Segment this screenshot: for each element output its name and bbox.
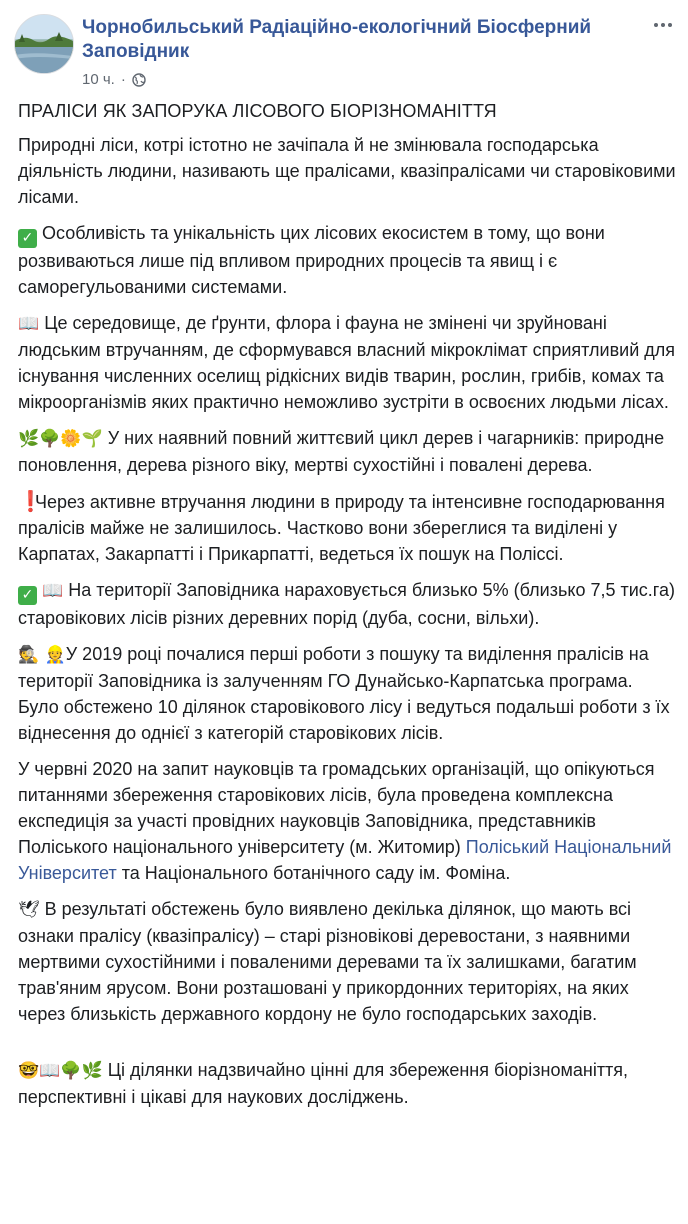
paragraph-territory: ✓ 📖 На території Заповідника нараховується близько 5% (близько 7,5 тис.га) старовікових лісів різних деревних порід (дуба, сосни, вільхи). [18,580,675,628]
page-avatar[interactable] [14,14,74,74]
post-timestamp[interactable]: 10 ч. [82,71,115,88]
paragraph-results: 🕊 В результаті обстежень було виявлено декілька ділянок, що мають всі ознаки пралісу (квазіпралісу) – старі різновікові деревостани, з наявними мертвими сухостійними і поваленими деревами та їх залишками, багатим трав'яним ярусом. Вони розташовані у прикордонних територіях, на яких через близькість державного кордону не було господарських заходів. [18,899,637,1024]
avatar-landscape-image [15,15,73,73]
post-body [18,98,678,1120]
post-title: ПРАЛІСИ ЯК ЗАПОРУКА ЛІСОВОГО БІОРІЗНОМАНІТТЯ [18,101,497,121]
post-header [0,0,688,100]
check-mark-icon: ✓ [18,229,37,248]
dove-icon: 🕊 [18,900,40,920]
post-meta [82,70,146,90]
detective-worker-icon: 🕵 👷 [18,645,66,665]
paragraph-uniqueness: ✓ Особливість та унікальність цих лісових екосистем в тому, що вони розвиваються лише під впливом природних процесів та явищ і є саморегульованими системами. [18,223,605,297]
plants-icon: 🌿🌳🌼🌱 [18,429,103,449]
check-mark-icon: ✓ [18,586,37,605]
paragraph-2020-expedition: У червні 2020 на запит науковців та громадських організацій, що опікуються питаннями збереження старовікових лісів, була проведена комплексна експедиція за участі провідних науковців Заповідника, представників Поліського національного університету (м. Житомир) Поліський Національний Університет та Національного ботанічного саду ім. Фоміна. [18,759,672,883]
meta-separator: · [120,71,126,88]
paragraph-intro: Природні ліси, котрі істотно не зачіпала й не змінювала господарська діяльність людини, називають ще пралісами, квазіпралісами чи старовіковими лісами. [18,135,676,207]
paragraph-environment: 📖 Це середовище, де ґрунти, флора і фауна не змінені чи зруйновані людським втручанням, де сформувався власний мікроклімат сприятливий для існування численних оселищ рідкісних видів тварин, рослин, грибів, комах та мікроорганізмів яких практично неможливо зустріти в освоєних людьми лісах. [18,313,675,412]
university-link[interactable]: Поліський Національний Університет [18,837,672,883]
paragraph-conclusion: 🤓📖🌳🌿 Ці ділянки надзвичайно цінні для збереження біорізноманіття, перспективні і цікаві для наукових досліджень. [18,1060,629,1107]
exclamation-icon: ❗ [18,489,43,513]
open-book-icon: 📖 [42,581,64,601]
paragraph-human-impact: ❗ Через активне втручання людини в природу та інтенсивне господарювання пралісів майже не залишилось. Частково вони збереглися та виділені у Карпатах, Закарпатті і Прикарпатті, ведеться їх пошук на Поліссі. [18,489,665,564]
page-name-link[interactable]: Чорнобильський Радіаційно-екологічний Біосферний Заповідник [82,17,592,62]
more-options-icon[interactable] [650,12,676,38]
nerd-book-tree-icon: 🤓📖🌳🌿 [18,1061,103,1081]
paragraph-life-cycle: 🌿🌳🌼🌱 У них наявний повний життєвий цикл дерев і чагарників: природне поновлення, дерева різного віку, мертві сухостійні і повалені дерева. [18,428,665,475]
globe-icon[interactable] [132,73,146,87]
paragraph-spacer [18,1037,678,1057]
paragraph-2019-works: 🕵 👷У 2019 році почалися перші роботи з пошуку та виділення пралісів на території Заповідника із залученням ГО Дунайсько-Карпатська програма. Було обстежено 10 ділянок старовікового лісу і ведуться подальші роботи з їх віднесення до однієї з категорій старовікових лісів. [18,644,670,743]
open-book-icon: 📖 [18,314,40,334]
